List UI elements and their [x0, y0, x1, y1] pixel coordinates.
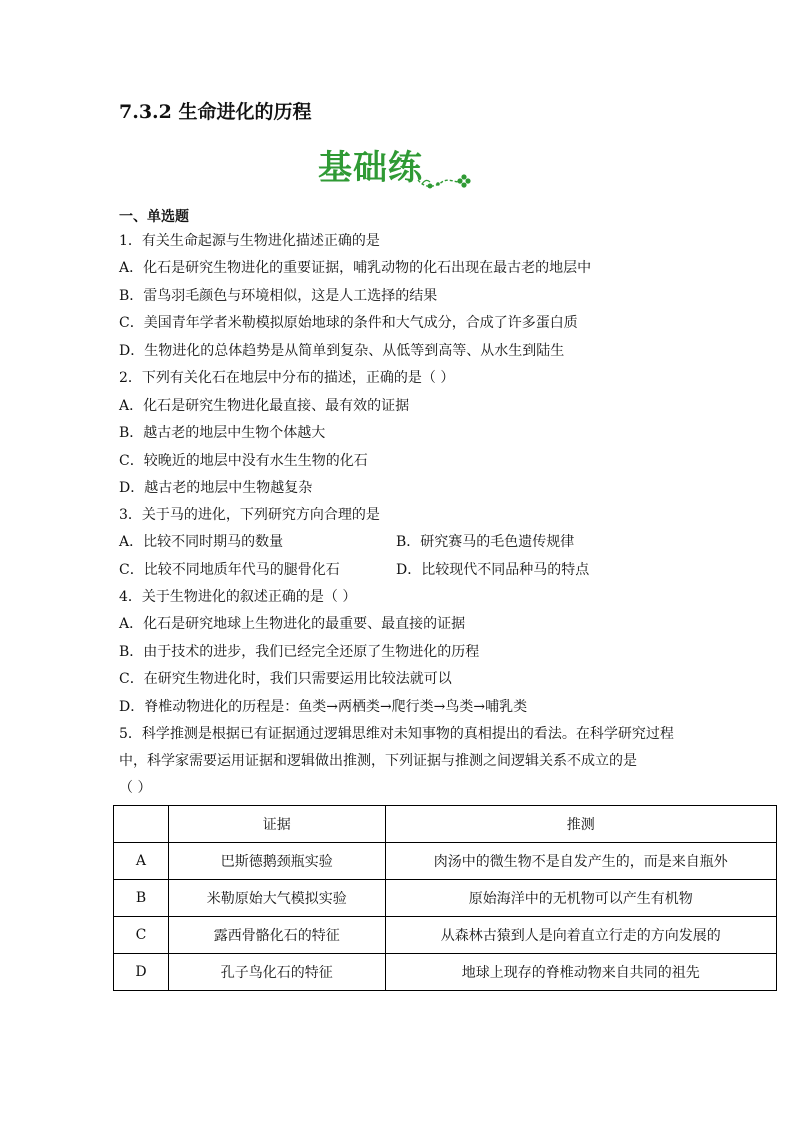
section-heading: 一、单选题	[119, 209, 189, 225]
table-cell-inference: 从森林古猿到人是向着直立行走的方向发展的	[385, 917, 776, 954]
q3-option-a: A．比较不同时期马的数量	[119, 534, 284, 550]
table-cell-option: A	[114, 843, 169, 880]
q3-option-c: C．比较不同地质年代马的腿骨化石	[119, 562, 340, 578]
table-row	[114, 880, 777, 917]
table-cell-inference: 地球上现存的脊椎动物来自共同的祖先	[385, 954, 776, 991]
q4-option-a: A．化石是研究地球上生物进化的最重要、最直接的证据	[119, 616, 466, 632]
q4-option-b: B．由于技术的进步，我们已经完全还原了生物进化的历程	[119, 644, 480, 660]
q5-stem-line-2: 中，科学家需要运用证据和逻辑做出推测，下列证据与推测之间逻辑关系不成立的是	[119, 753, 637, 769]
table-cell-option: B	[114, 880, 169, 917]
q1-option-d: D．生物进化的总体趋势是从简单到复杂、从低等到高等、从水生到陆生	[119, 343, 565, 359]
table-header-inference: 推测	[385, 806, 776, 843]
table-header-evidence: 证据	[168, 806, 385, 843]
vine-decoration-icon	[318, 146, 478, 196]
table-cell-option: D	[114, 954, 169, 991]
q4-option-c: C．在研究生物进化时，我们只需要运用比较法就可以	[119, 671, 452, 687]
q5-stem-line-3: （ ）	[119, 780, 152, 796]
q5-evidence-table	[113, 805, 777, 991]
q1-stem: 1．有关生命起源与生物进化描述正确的是	[119, 233, 380, 249]
table-row	[114, 954, 777, 991]
table-cell-inference: 原始海洋中的无机物可以产生有机物	[385, 880, 776, 917]
table-cell-option: C	[114, 917, 169, 954]
q2-option-d: D．越古老的地层中生物越复杂	[119, 480, 313, 496]
table-cell-evidence: 巴斯德鹅颈瓶实验	[168, 843, 385, 880]
q2-option-c: C．较晚近的地层中没有水生生物的化石	[119, 453, 368, 469]
table-header-label	[114, 806, 169, 843]
banner-text: 基础练	[318, 148, 423, 188]
table-header-row	[114, 806, 777, 843]
q1-option-c: C．美国青年学者米勒模拟原始地球的条件和大气成分，合成了许多蛋白质	[119, 315, 578, 331]
page-title: 7.3.2 生命进化的历程	[119, 101, 312, 123]
table-cell-evidence: 米勒原始大气模拟实验	[168, 880, 385, 917]
banner	[318, 146, 478, 196]
q3-option-d: D．比较现代不同品种马的特点	[396, 562, 590, 578]
q2-option-b: B．越古老的地层中生物个体越大	[119, 425, 326, 441]
table-cell-inference: 肉汤中的微生物不是自发产生的，而是来自瓶外	[385, 843, 776, 880]
q5-stem-line-1: 5．科学推测是根据已有证据通过逻辑思维对未知事物的真相提出的看法。在科学研究过程	[119, 726, 674, 742]
q3-stem: 3．关于马的进化，下列研究方向合理的是	[119, 507, 380, 523]
q1-option-a: A．化石是研究生物进化的重要证据，哺乳动物的化石出现在最古老的地层中	[119, 260, 592, 276]
q3-option-b: B．研究赛马的毛色遗传规律	[396, 534, 575, 550]
table-row	[114, 917, 777, 954]
table-row	[114, 843, 777, 880]
q2-option-a: A．化石是研究生物进化最直接、最有效的证据	[119, 398, 410, 414]
q2-stem: 2．下列有关化石在地层中分布的描述，正确的是（ ）	[119, 370, 455, 386]
q4-stem: 4．关于生物进化的叙述正确的是（ ）	[119, 589, 357, 605]
table-cell-evidence: 露西骨骼化石的特征	[168, 917, 385, 954]
q4-option-d: D．脊椎动物进化的历程是：鱼类→两栖类→爬行类→鸟类→哺乳类	[119, 699, 528, 715]
q1-option-b: B．雷鸟羽毛颜色与环境相似，这是人工选择的结果	[119, 288, 438, 304]
table-cell-evidence: 孔子鸟化石的特征	[168, 954, 385, 991]
